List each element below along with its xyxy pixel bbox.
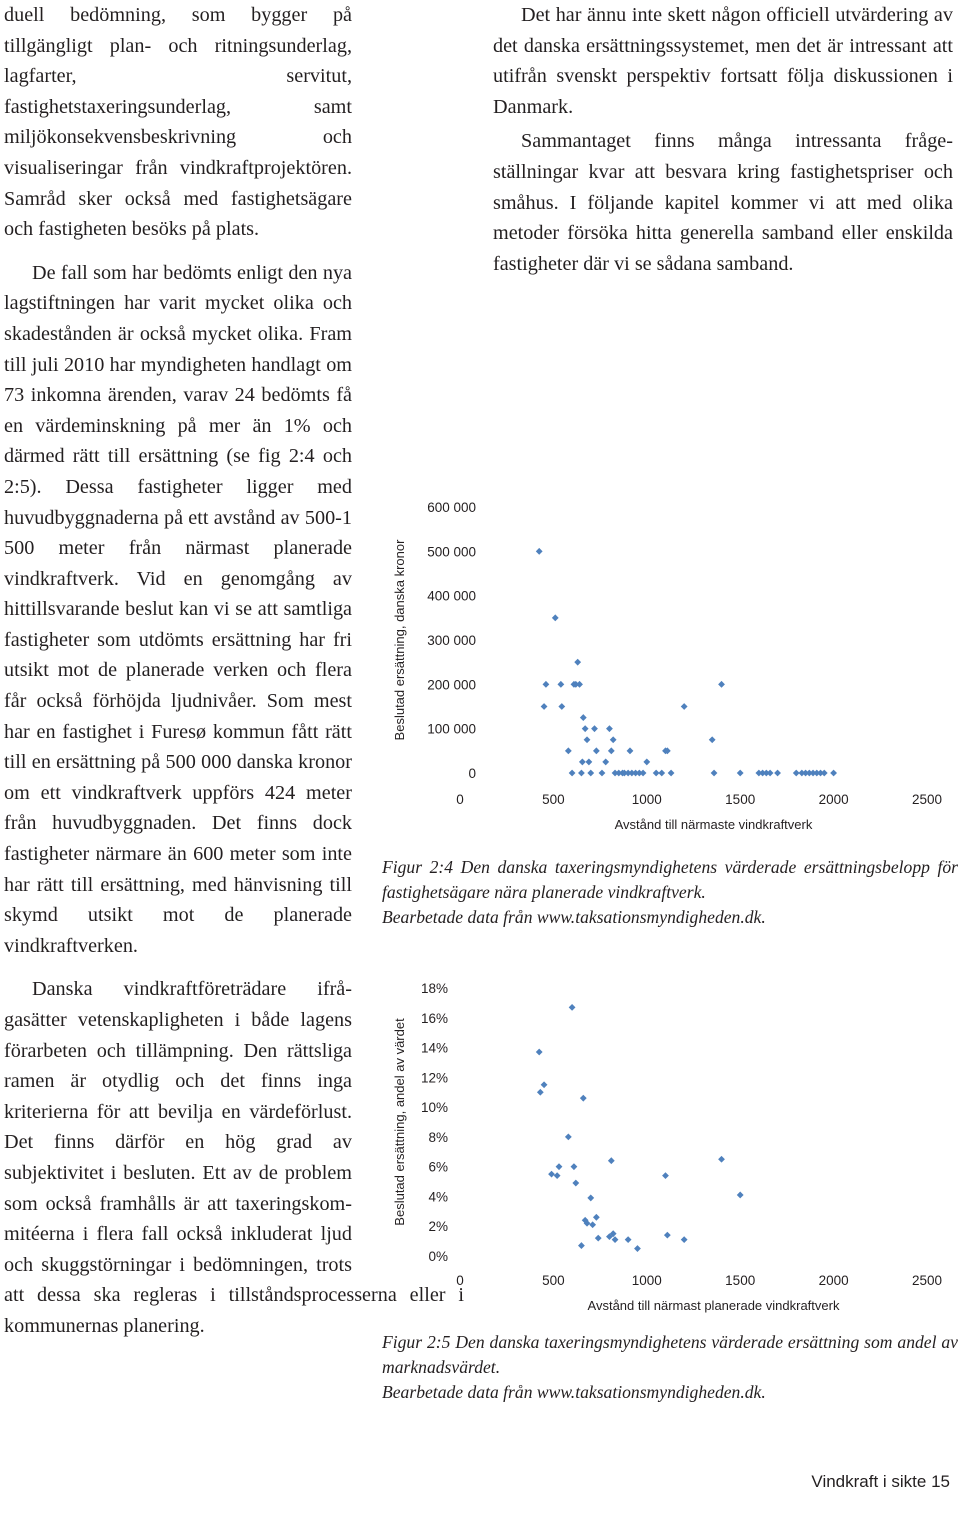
- data-point: [543, 681, 550, 688]
- data-point: [625, 1236, 632, 1243]
- data-point: [593, 1214, 600, 1221]
- y-tick-label: 12%: [420, 1070, 448, 1086]
- data-point: [536, 1049, 543, 1056]
- data-point: [718, 681, 725, 688]
- x-axis-label: Avstånd till närmast planerade vindkraftverk: [587, 1298, 840, 1313]
- figure-2-5-chart: [378, 972, 958, 1327]
- figure-2-4-caption: [382, 855, 958, 930]
- right-paragraph-2: Sammantaget finns många intressanta frågeställningar kvar att besvara kring fastighetspriser och småhus. I följande kapitel kommer vi att med olika metoder försöka hitta generella samband eller enskilda fastigheter där vi se sådana samband.: [493, 130, 953, 275]
- data-point: [552, 614, 559, 621]
- y-tick-label: 6%: [428, 1159, 448, 1175]
- x-tick-label: 0: [456, 792, 464, 807]
- data-point: [576, 681, 583, 688]
- data-point: [608, 1157, 615, 1164]
- data-point: [602, 759, 609, 766]
- x-tick-label: 500: [542, 1273, 565, 1288]
- data-point: [591, 725, 598, 732]
- figure-2-5-source: Bearbetade data från www.taksationsmyndigheden.dk.: [382, 1382, 766, 1402]
- data-point: [580, 1095, 587, 1102]
- figure-2-5-caption-text: Figur 2:5 Den danska taxeringsmyndighetens värderade ersättning som andel av marknadsvärdet.: [382, 1332, 958, 1377]
- data-point: [774, 770, 781, 777]
- y-tick-label: 16%: [420, 1010, 448, 1026]
- data-point: [664, 1232, 671, 1239]
- data-point: [612, 1236, 619, 1243]
- data-point: [548, 1171, 555, 1178]
- data-point: [595, 1235, 602, 1242]
- data-point: [589, 1221, 596, 1228]
- left-paragraph-2: De fall som har bedömts enligt den nya lagstiftningen har varit mycket olika och skadestånden är också mycket olika. Fram till juli 2010 har myndigheten handlagt om 73 inkomna ärenden, varav 24 bedömts få en värdeminskning på mer än 1% och därmed rätt till ersättning (se fig 2:4 och 2:5). Dessa fastigheter ligger med huvudbyggnaderna på ett avstånd av 500-1 500 meter från närmast planerade vindkraftverk. Vid en genomgång av hittillsvarande beslut kan vi se att samtliga fastigheter som utdömts ersättning har fri utsikt mot de planerade verken och flera får också förhöjda ljudnivåer. Som mest har en fastighet i Furesø kommun fått rätt till en ersättning på 500 000 danska kronor om ett vindkraftverk uppförs 424 meter från huvudbyggnaden. Det finns dock fastigheter närmare än 600 meter som inte har rätt till ersättning, med hänvisning till skymd utsikt mot de planerade vindkraftverken.: [4, 261, 352, 957]
- y-tick-label: 600 000: [427, 500, 476, 515]
- figure-2-5-svg: [378, 972, 958, 1322]
- y-tick-label: 0%: [428, 1249, 448, 1264]
- data-point: [584, 736, 591, 743]
- figure-2-4-svg: [378, 488, 958, 838]
- figure-2-4-source: Bearbetade data från www.taksationsmyndigheden.dk.: [382, 907, 766, 927]
- figure-2-5-caption: [382, 1330, 958, 1405]
- data-point: [662, 1172, 669, 1179]
- data-point: [579, 759, 586, 766]
- data-point: [578, 1242, 585, 1249]
- data-point: [709, 736, 716, 743]
- y-tick-label: 300 000: [427, 633, 476, 648]
- data-point: [537, 1089, 544, 1096]
- y-tick-label: 0: [468, 766, 476, 781]
- x-tick-label: 1000: [631, 1273, 662, 1288]
- data-point: [587, 1195, 594, 1202]
- data-point: [627, 747, 634, 754]
- data-point: [574, 659, 581, 666]
- y-tick-label: 14%: [420, 1040, 448, 1056]
- y-axis-label: Beslutad ersättning, danska kronor: [392, 539, 407, 741]
- data-point: [541, 703, 548, 710]
- data-point: [668, 770, 675, 777]
- data-point: [606, 725, 613, 732]
- y-tick-label: 100 000: [427, 721, 476, 737]
- data-point: [599, 770, 606, 777]
- y-tick-label: 4%: [428, 1189, 448, 1205]
- data-point: [767, 770, 774, 777]
- x-tick-label: 500: [542, 792, 565, 807]
- data-point: [541, 1081, 548, 1088]
- data-point: [658, 770, 665, 777]
- y-axis-label: Beslutad ersättning, andel av värdet: [392, 1018, 407, 1226]
- x-tick-label: 2500: [911, 792, 943, 807]
- right-text-column: [493, 0, 953, 283]
- data-point: [557, 681, 564, 688]
- data-point: [578, 770, 585, 777]
- x-tick-label: 0: [456, 1273, 464, 1288]
- data-point: [569, 1004, 576, 1011]
- y-tick-label: 2%: [428, 1219, 448, 1235]
- data-point: [582, 725, 589, 732]
- data-point: [610, 736, 617, 743]
- data-point: [737, 1192, 744, 1199]
- data-point: [821, 770, 828, 777]
- figure-2-4-chart: [378, 488, 958, 843]
- x-tick-label: 1500: [725, 1273, 756, 1288]
- data-point: [830, 770, 837, 777]
- data-point: [580, 714, 587, 721]
- data-point: [587, 770, 594, 777]
- x-tick-label: 2000: [818, 1273, 849, 1288]
- data-point: [565, 747, 572, 754]
- data-point: [565, 1133, 572, 1140]
- data-point: [585, 759, 592, 766]
- data-point: [718, 1156, 725, 1163]
- y-tick-label: 8%: [428, 1129, 448, 1145]
- figure-2-4-caption-text: Figur 2:4 Den danska taxeringsmyndighetens värderade ersättningsbelopp för fastighetsägare nära planerade vindkraftverk.: [382, 857, 958, 902]
- left-paragraph-1: duell bedömning, som bygger på tillgängligt plan- och ritningsunderlag, lagfarter, servitut, fastighetstaxeringsunderlag, samt miljökonsekvensbeskrivning och visualiseringar från vindkraftprojektören. Samråd sker också med fastighetsägare och fastigheten besöks på plats.: [4, 4, 352, 241]
- data-point: [608, 747, 615, 754]
- data-point: [711, 770, 718, 777]
- data-point: [554, 1172, 561, 1179]
- x-tick-label: 1500: [725, 792, 756, 807]
- data-point: [572, 1180, 579, 1187]
- data-point: [571, 1163, 578, 1170]
- data-point: [681, 703, 688, 710]
- y-tick-label: 500 000: [427, 544, 476, 560]
- data-point: [556, 1163, 563, 1170]
- x-tick-label: 1000: [631, 792, 662, 807]
- y-tick-label: 10%: [420, 1100, 448, 1116]
- data-point: [569, 770, 576, 777]
- x-axis-label: Avstånd till närmaste vindkraftverk: [614, 817, 813, 832]
- data-point: [737, 770, 744, 777]
- x-tick-label: 2500: [911, 1273, 943, 1288]
- data-point: [681, 1236, 688, 1243]
- data-point: [593, 747, 600, 754]
- x-tick-label: 2000: [818, 792, 849, 807]
- data-point: [640, 770, 647, 777]
- data-point: [536, 548, 543, 555]
- y-tick-label: 18%: [420, 981, 448, 996]
- data-point: [643, 759, 650, 766]
- page-footer: Vindkraft i sikte 15: [811, 1472, 950, 1491]
- data-point: [558, 703, 565, 710]
- right-paragraph-1: Det har ännu inte skett någon officiell utvärdering av det danska ersättningssystemet, men det är intressant att utifrån svenskt perspektiv fortsatt följa diskussionen i Danmark.: [493, 4, 953, 118]
- data-point: [634, 1245, 641, 1252]
- y-tick-label: 400 000: [427, 588, 476, 604]
- left-paragraph-3: Danska vindkraftföreträdare ifrågasätter vetenskapligheten i både lagens förarbeten och tillämpning. Den rättsliga ramen är otydlig och det finns inga kriterierna för att bevilja en värdeförlust. Det finns därför en hög grad av subjektivitet i besluten. Ett av de problem som också framhålls är att taxeringskommitéerna i flera fall också inkluderat ljud och skuggstörningar i bedömningen, trots att dessa ska regleras i tillståndsprocesserna eller i kommunernas planering.: [4, 978, 464, 1337]
- y-tick-label: 200 000: [427, 677, 476, 693]
